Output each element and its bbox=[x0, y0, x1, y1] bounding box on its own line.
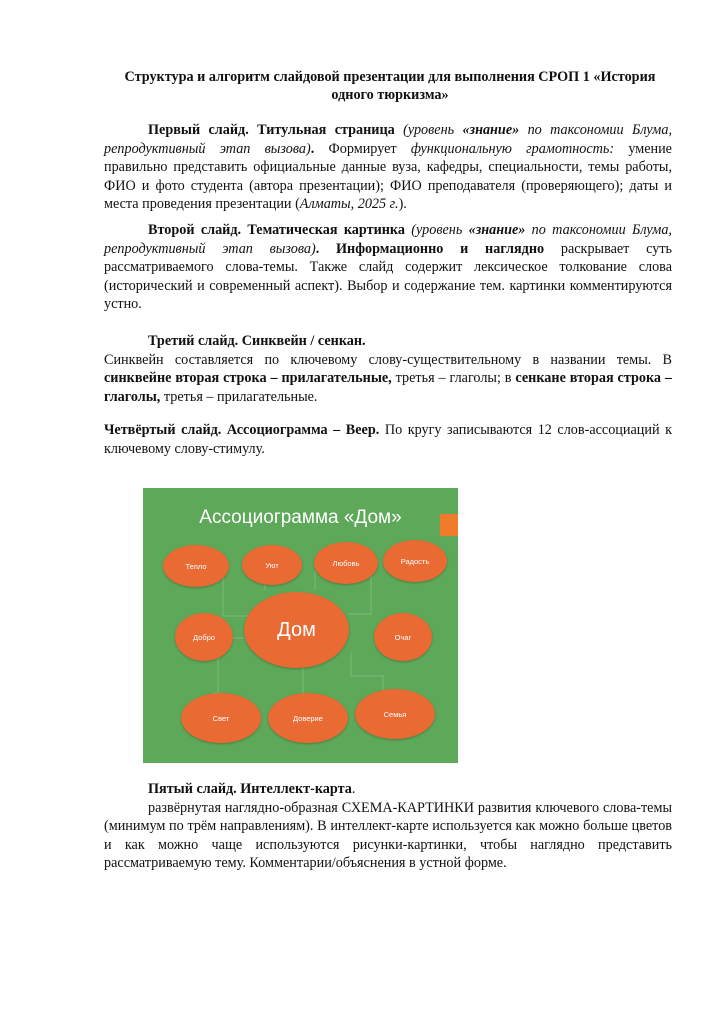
slide-3-heading: Третий слайд. Синквейн / сенкан. bbox=[148, 333, 366, 349]
association-slide-image bbox=[137, 488, 464, 763]
word-oval: Доверие bbox=[268, 693, 348, 743]
slide-title: Ассоциограмма «Дом» bbox=[199, 507, 402, 528]
word-oval: Добро bbox=[175, 613, 233, 661]
word-oval: Очаг bbox=[374, 613, 432, 661]
word-oval: Свет bbox=[181, 693, 261, 743]
slide-1-level: (уровень «знание» по таксономии Блума, репродуктивный этап вызова) bbox=[104, 122, 672, 157]
document-title: Структура и алгоритм слайдовой презентации для выполнения СРОП 1 «История одного тюркизма» bbox=[124, 69, 656, 103]
paragraph-slide-3: Третий слайд. Синквейн / сенкан. Синквейн составляется по ключевому слову-существительному в названии темы. В синквейне вторая строка – прилагательные, третья – глаголы; в сенкане вторая строка – глаголы, третья – прилагательные. bbox=[104, 333, 672, 405]
word-oval: Уют bbox=[242, 545, 302, 585]
word-oval: Тепло bbox=[163, 545, 229, 587]
center-word-oval: Дом bbox=[244, 592, 349, 668]
word-oval: Семья bbox=[355, 689, 435, 739]
slide-2-level: (уровень «знание» по таксономии Блума, репродуктивный этап вызова) bbox=[104, 222, 672, 257]
slide-5-heading: Пятый слайд. Интеллект-карта bbox=[148, 781, 352, 797]
paragraph-slide-4: Четвёртый слайд. Ассоциограмма – Веер. По кругу записываются 12 слов-ассоциаций к ключевому слову-стимулу. bbox=[104, 422, 672, 457]
slide-2-heading: Второй слайд. Тематическая картинка bbox=[148, 222, 405, 238]
paragraph-slide-2: Второй слайд. Тематическая картинка (уровень «знание» по таксономии Блума, репродуктивный этап вызова). Информационно и наглядно раскрывает суть рассматриваемого слова-темы. Также слайд содержит лексическое толкование слова (исторический и современный аспект). Выбор и содержание тем. картинки комментируются устно. bbox=[104, 222, 672, 313]
paragraph-slide-5: Пятый слайд. Интеллект-карта. развёрнутая наглядно-образная СХЕМА-КАРТИНКИ развития ключевого слова-темы (минимум по трём направлениям). В интеллект-карте используется как можно больше цветов и как можно чаще используются рисунки-картинки, чтобы наглядно представить рассматриваемую тему. Комментарии/объяснения в устной форме. bbox=[104, 781, 672, 872]
decorative-square bbox=[440, 514, 458, 536]
paragraph-slide-1: Первый слайд. Титульная страница (уровень «знание» по таксономии Блума, репродуктивный этап вызова). Формирует функциональную грамотность: умение правильно представить официальные данные вуза, кафедры, специальности, темы работы, ФИО и фото студента (автора презентации); ФИО преподавателя (проверяющего); даты и места проведения презентации (Алматы, 2025 г.). bbox=[104, 122, 672, 213]
word-oval: Любовь bbox=[314, 542, 378, 584]
slide-1-heading: Первый слайд. Титульная страница bbox=[148, 122, 395, 138]
word-oval: Радость bbox=[383, 540, 447, 582]
slide-4-heading: Четвёртый слайд. Ассоциограмма – Веер. bbox=[104, 422, 380, 438]
